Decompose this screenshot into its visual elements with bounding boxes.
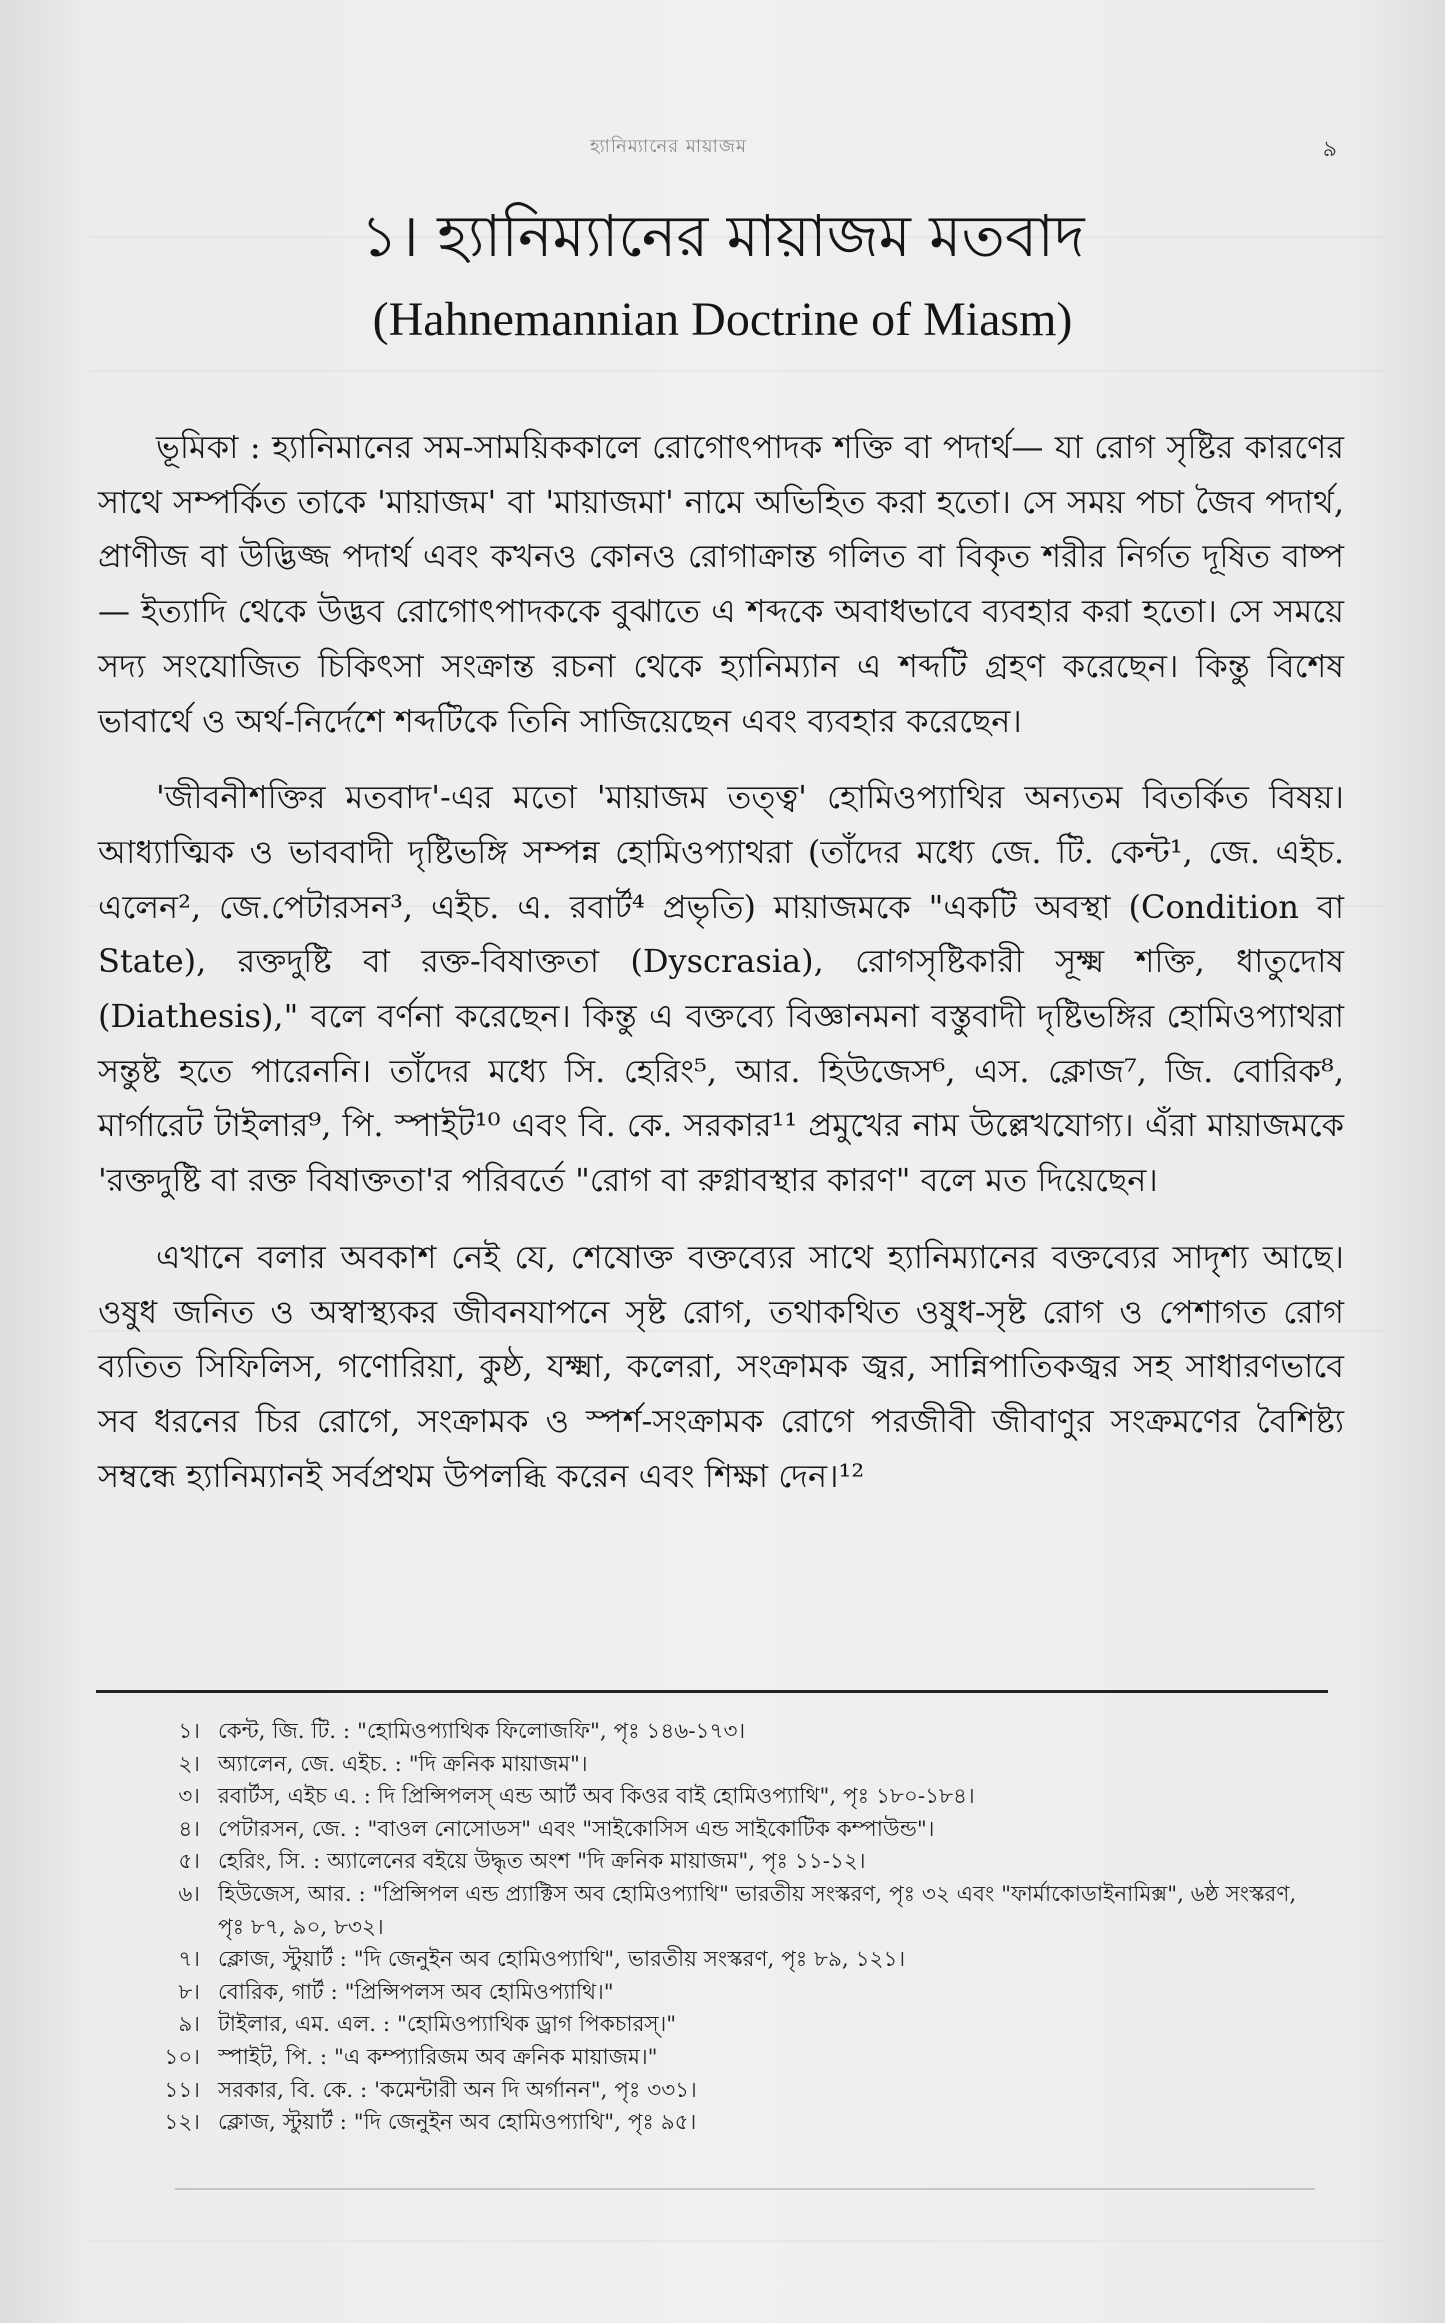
footnote-text: কেন্ট, জি. টি. : "হোমিওপ্যাথিক ফিলোজফি", পৃঃ ১৪৬-১৭৩। [218, 1719, 746, 1744]
paragraph-text: এখানে বলার অবকাশ নেই যে, শেষোক্ত বক্তব্যের সাথে হ্যানিম্যানের বক্তব্যের সাদৃশ্য আছে। ওষুধ জনিত ও অস্বাস্থ্যকর জীবনযাপনে সৃষ্ট রোগ, তথাকথিত ওষুধ-সৃষ্ট রোগ ও পেশাগত রোগ ব্যতিত সিফিলিস, গণোরিয়া, কুষ্ঠ, যক্ষ্মা, কলেরা, সংক্রামক জ্বর, সান্নিপাতিকজ্বর সহ সাধারণভাবে সব ধরনের চির রোগে, সংক্রামক ও স্পর্শ-সংক্রামক রোগে পরজীবী জীবাণুর সংক্রমণের বৈশিষ্ট্য সম্বন্ধে হ্যানিম্যানই সর্বপ্রথম উপলব্ধি করেন এবং শিক্ষা দেন।¹² [98, 1237, 1344, 1495]
footnote [150, 1846, 1320, 1879]
footnote [150, 1749, 1320, 1782]
footnote-number: ৬। [178, 1881, 200, 1907]
footnote-text: ক্লোজ, স্টুয়ার্ট : "দি জেনুইন অব হোমিওপ্যাথি", পৃঃ ৯৫। [218, 2110, 697, 2136]
footnote-text: স্পাইট, পি. : "এ কম্প্যারিজম অব ক্রনিক মায়াজম।" [218, 2044, 658, 2070]
footnote-number: ৫। [178, 1849, 200, 1875]
footnote-number: ৮। [178, 1979, 200, 2005]
footnote [150, 2075, 1320, 2108]
bleed-through-line [90, 2240, 1385, 2242]
paragraph-text: হ্যানিমানের সম-সাময়িককালে রোগোৎপাদক শক্তি বা পদার্থ— যা রোগ সৃষ্টির কারণের সাথে সম্পর্কিত তাকে 'মায়াজম' বা 'মায়াজমা' নামে অভিহিত করা হতো। সে সময় পচা জৈব পদার্থ, প্রাণীজ বা উদ্ভিজ্জ পদার্থ এবং কখনও কোনও রোগাক্রান্ত গলিত বা বিকৃত শরীর নির্গত দূষিত বাষ্প— ইত্যাদি থেকে উদ্ভব রোগোৎপাদককে বুঝাতে এ শব্দকে অবাধভাবে ব্যবহার করা হতো। সে সময়ে সদ্য সংযোজিত চিকিৎসা সংক্রান্ত রচনা থেকে হ্যানিম্যান এ শব্দটি গ্রহণ করেছেন। কিন্তু বিশেষ ভাবার্থে ও অর্থ-নির্দেশে শব্দটিকে তিনি সাজিয়েছেন এবং ব্যবহার করেছেন। [98, 428, 1344, 740]
footnote-number: ১। [178, 1719, 200, 1744]
footnote-text: সরকার, বি. কে. : 'কমেন্টারী অন দি অর্গানন", পৃঃ ৩৩১। [218, 2077, 697, 2103]
footnote-number: ৭। [178, 1947, 200, 1973]
footnote-text: ক্লোজ, স্টুয়ার্ট : "দি জেনুইন অব হোমিওপ্যাথি", ভারতীয় সংস্করণ, পৃঃ ৮৯, ১২১। [218, 1947, 906, 1973]
footnotes [150, 1716, 1320, 2140]
chapter-subtitle: (Hahnemannian Doctrine of Miasm) [372, 293, 1073, 346]
footnote [150, 1944, 1320, 1977]
footnote-number: ৯। [178, 2012, 200, 2038]
footnote-number: ১১। [164, 2077, 200, 2103]
bleed-through-rule [175, 2188, 1315, 2190]
paragraph-introduction [98, 420, 1344, 748]
footnote-number: ৩। [178, 1784, 200, 1810]
body-text [98, 420, 1344, 1525]
footnote [150, 1879, 1320, 1944]
footnote [150, 1814, 1320, 1847]
footnote-number: ২। [178, 1751, 200, 1777]
chapter-title: ১। হ্যানিম্যানের মায়াজম মতবাদ [360, 202, 1085, 270]
footnote [150, 1716, 1320, 1749]
footnote-text: হেরিং, সি. : অ্যালেনের বইয়ে উদ্ধৃত অংশ "দি ক্রনিক মায়াজম", পৃঃ ১১-১২। [218, 1849, 866, 1875]
footnote-number: ৪। [178, 1816, 200, 1842]
running-head: হ্যানিম্যানের মায়াজম [590, 136, 747, 157]
footnote-divider [96, 1690, 1328, 1693]
footnote-text: টাইলার, এম. এল. : "হোমিওপ্যাথিক ড্রাগ পিকচারস্।" [218, 2012, 677, 2038]
footnote [150, 2107, 1320, 2140]
paragraph-text: 'জীবনীশক্তির মতবাদ'-এর মতো 'মায়াজম তত্ত্ব' হোমিওপ্যাথির অন্যতম বিতর্কিত বিষয়। আধ্যাত্মিক ও ভাববাদী দৃষ্টিভঙ্গি সম্পন্ন হোমিওপ্যাথরা (তাঁদের মধ্যে জে. টি. কেন্ট¹, জে. এইচ. এলেন², জে.পেটারসন³, এইচ. এ. রবার্ট⁴ প্রভৃতি) মায়াজমকে "একটি অবস্থা (Condition বা State), রক্তদুষ্টি বা রক্ত-বিষাক্ততা (Dyscrasia), রোগসৃষ্টিকারী সূক্ষ্ম শক্তি, ধাতুদোষ (Diathesis)," বলে বর্ণনা করেছেন। কিন্তু এ বক্তব্যে বিজ্ঞানমনা বস্তুবাদী দৃষ্টিভঙ্গির হোমিওপ্যাথরা সন্তুষ্ট হতে পারেননি। তাঁদের মধ্যে সি. হেরিং⁵, আর. হিউজেস⁶, এস. ক্লোজ⁷, জি. বোরিক⁸, মার্গারেট টাইলার⁹, পি. স্পাইট¹⁰ এবং বি. কে. সরকার¹¹ প্রমুখের নাম উল্লেখযোগ্য। এঁরা মায়াজমকে 'রক্তদুষ্টি বা রক্ত বিষাক্ততা'র পরিবর্তে "রোগ বা রুগ্নাবস্থার কারণ" বলে মত দিয়েছেন। [98, 778, 1344, 1200]
paragraph-doctrine [98, 770, 1344, 1208]
footnote-text: অ্যালেন, জে. এইচ. : "দি ক্রনিক মায়াজম"। [218, 1751, 588, 1777]
footnote-text: বোরিক, গার্ট : "প্রিন্সিপলস অব হোমিওপ্যাথি।" [218, 1979, 614, 2005]
footnote [150, 2009, 1320, 2042]
footnote-text: পেটারসন, জে. : "বাওল নোসোডস" এবং "সাইকোসিস এন্ড সাইকোটিক কম্পাউন্ড"। [218, 1816, 935, 1842]
footnote [150, 1977, 1320, 2010]
paragraph-conclusion [98, 1230, 1344, 1504]
footnote [150, 1781, 1320, 1814]
footnote [150, 2042, 1320, 2075]
introduction-label: ভূমিকা : [156, 428, 261, 466]
footnote-text: রবার্টস, এইচ এ. : দি প্রিন্সিপলস্ এন্ড আর্ট অব কিওর বাই হোমিওপ্যাথি", পৃঃ ১৮০-১৮৪। [218, 1784, 975, 1810]
footnote-text: হিউজেস, আর. : "প্রিন্সিপল এন্ড প্র্যাক্টিস অব হোমিওপ্যাথি" ভারতীয় সংস্করণ, পৃঃ ৩২ এবং "ফার্মাকোডাইনামিক্স", ৬ষ্ঠ সংস্করণ, পৃঃ ৮৭, ৯০, ৮৩২। [218, 1881, 1297, 1940]
bleed-through-line [90, 370, 1385, 372]
page-number: ৯ [1322, 137, 1337, 162]
footnote-number: ১০। [164, 2044, 200, 2070]
footnote-number: ১২। [164, 2110, 200, 2136]
